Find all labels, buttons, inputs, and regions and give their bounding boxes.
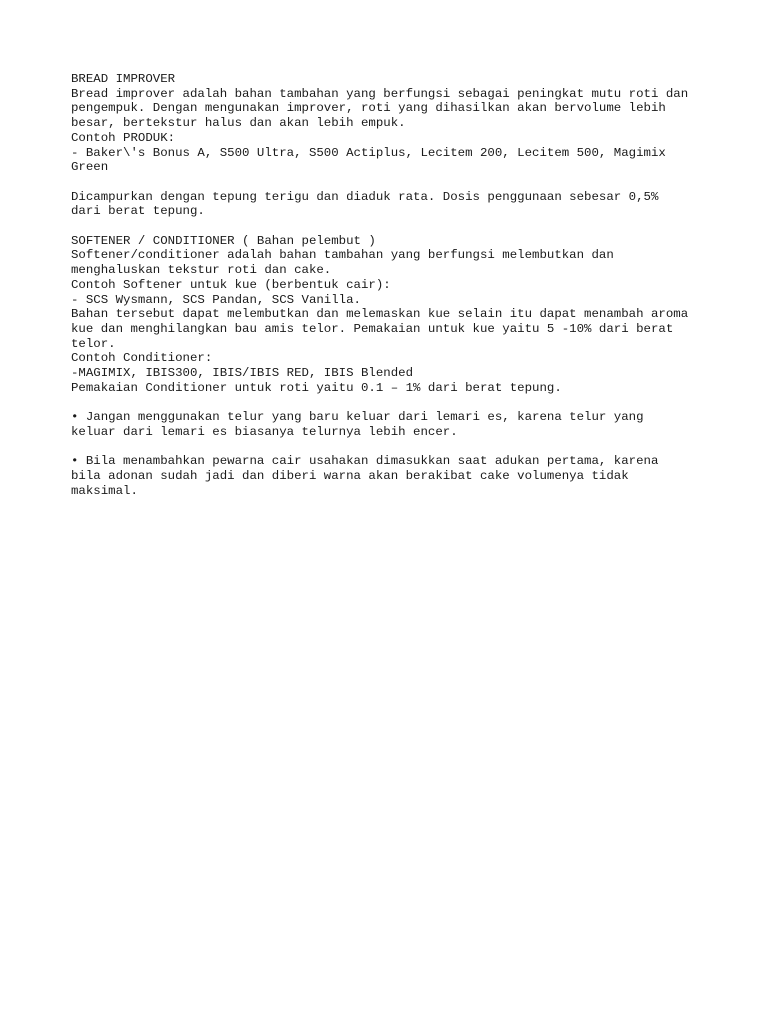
bullet-line: • Bila menambahkan pewarna cair usahakan dimasukkan saat adukan pertama, karena: [71, 454, 659, 469]
text-line: Softener/conditioner adalah bahan tambahan yang berfungsi melembutkan dan: [71, 248, 614, 263]
text-line: Bahan tersebut dapat melembutkan dan melemaskan kue selain itu dapat menambah aroma: [71, 307, 689, 322]
text-line: pengempuk. Dengan mengunakan improver, roti yang dihasilkan akan bervolume lebih: [71, 101, 666, 116]
heading-bread-improver: BREAD IMPROVER: [71, 72, 176, 86]
bullet-line: • Jangan menggunakan telur yang baru keluar dari lemari es, karena telur yang: [71, 410, 644, 425]
text-line: - Baker\'s Bonus A, S500 Ultra, S500 Actiplus, Lecitem 200, Lecitem 500, Magimix: [71, 145, 666, 160]
text-line: besar, bertekstur halus dan akan lebih empuk.: [71, 116, 406, 131]
text-line: Green: [71, 160, 109, 175]
blank-line: [71, 219, 711, 234]
text-line: dari berat tepung.: [71, 204, 205, 219]
document-page: [71, 72, 711, 498]
text-line: Contoh PRODUK:: [71, 130, 176, 145]
text-line: menghaluskan tekstur roti dan cake.: [71, 263, 332, 278]
text-line: telor.: [71, 336, 116, 351]
text-line: bila adonan sudah jadi dan diberi warna akan berakibat cake volumenya tidak: [71, 468, 629, 483]
text-line: kue dan menghilangkan bau amis telor. Pemakaian untuk kue yaitu 5 -10% dari berat: [71, 321, 674, 336]
text-line: Contoh Softener untuk kue (berbentuk cair):: [71, 277, 391, 292]
blank-line: [71, 440, 711, 455]
text-line: Pemakaian Conditioner untuk roti yaitu 0.1 – 1% dari berat tepung.: [71, 380, 562, 395]
blank-line: [71, 175, 711, 190]
text-line: - SCS Wysmann, SCS Pandan, SCS Vanilla.: [71, 292, 361, 307]
text-line: -MAGIMIX, IBIS300, IBIS/IBIS RED, IBIS Blended: [71, 366, 414, 381]
text-line: Bread improver adalah bahan tambahan yang berfungsi sebagai peningkat mutu roti dan: [71, 86, 689, 101]
text-line: maksimal.: [71, 483, 138, 498]
text-line: Contoh Conditioner:: [71, 351, 213, 366]
blank-line: [71, 395, 711, 410]
heading-softener-conditioner: SOFTENER / CONDITIONER ( Bahan pelembut ): [71, 233, 376, 248]
text-line: keluar dari lemari es biasanya telurnya lebih encer.: [71, 424, 458, 439]
text-line: Dicampurkan dengan tepung terigu dan diaduk rata. Dosis penggunaan sebesar 0,5%: [71, 189, 659, 204]
